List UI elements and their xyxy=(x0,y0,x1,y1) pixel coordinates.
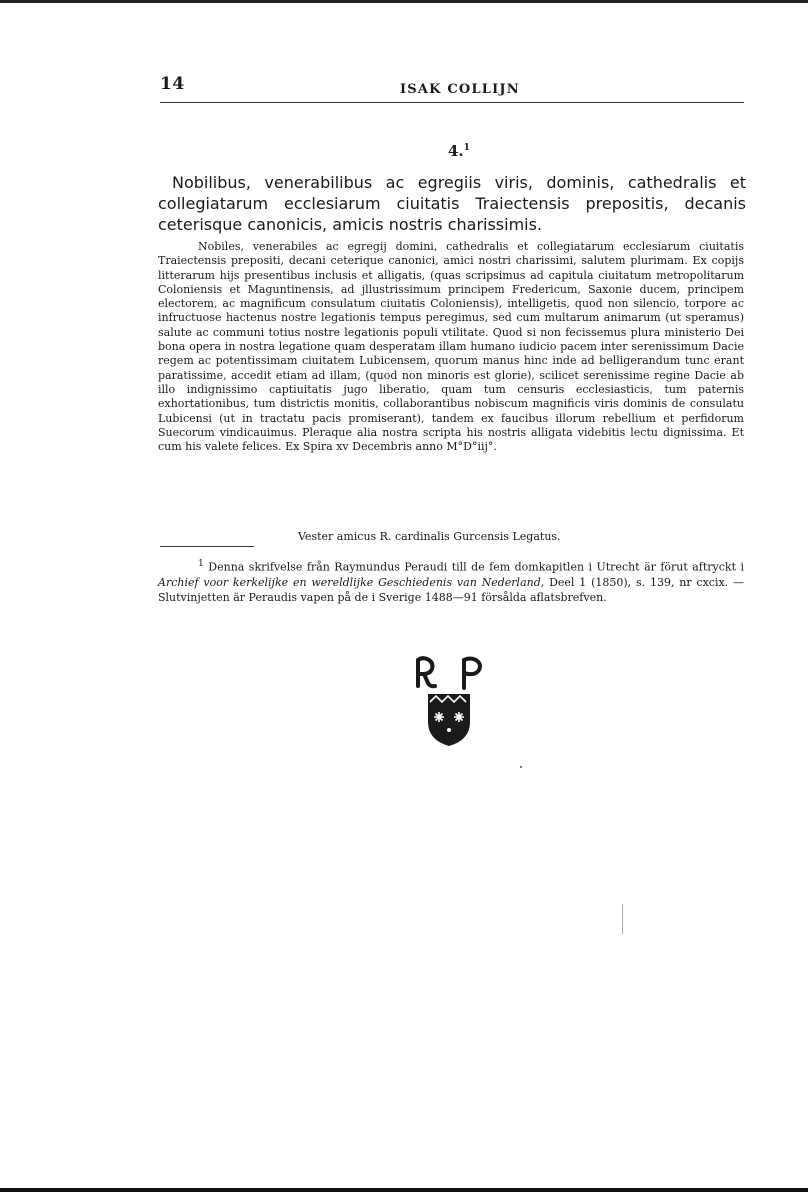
letter-signature: Vester amicus R. cardinalis Gurcensis Legatus. xyxy=(298,530,561,543)
letter-address: Nobilibus, venerabilibus ac egregiis viris, dominis, cathedralis et collegiatarum ecclesiarum ciuitatis Traiectensis prepositis, decanis ceterisque canonicis, amicis nostris charissimis. xyxy=(158,173,746,234)
footnote-italic-title: Archief voor kerkelijke en wereldlijke Geschiedenis van Nederland, xyxy=(158,575,545,589)
footnote-rule xyxy=(160,546,254,547)
running-head: ISAK COLLIJN xyxy=(400,82,520,97)
letter-body: Nobiles, venerabiles ac egregij domini, cathedralis et collegiatarum ecclesiarum ciuitatis Traiectensis prepositi, decani ceterique canonici, amici nostri charissimi, salutem plurimam. Ex copijs litterarum hijs presentibus inclusis et alligatis, (quas scripsimus ad capitula ciuitatum metropolitarum Coloniensis et Maguntinensis, ad jllustrissimum principem Fredericum, Saxonie ducem, principem electorem, ac magnificum consulatum ciuitatis Coloniensis), intelligetis, quod non silencio, torpore ac infructuose hactenus nostre legationis tempus peregimus, sed cum multarum animarum (ut speramus) salute ac communi totius nostre legationis populi vtilitate. Quod si non fecissemus plura ministerio Dei bona opera in nostra legatione quam desperatam illam humano iudicio pacem inter serenissimum Dacie regem ac potentissimam ciuitatem Lubicensem, quorum manus hinc inde ad belligerandum tunc erant paratissime, accedit etiam ad illam, (quod non minoris est glorie), scilicet serenissime regine Dacie ab illo indignissimo captiuitatis jugo liberatio, quam tum censuris ecclesiasticis, tum paternis exhortationibus, tum districtis monitis, collaborantibus nobiscum magnificis viris dominis de consulatu Lubicensi (ut in tractatu pacis promiserant), tandem ex faucibus illorum rebellium et perfidorum Suecorum vindicauimus. Pleraque alia nostra scripta his nostris alligata videbitis lectu dignissima. Et cum his valete felices. Ex Spira xv Decembris anno M°D°iij°. xyxy=(158,240,744,454)
footnote-marker: 1 xyxy=(198,558,204,569)
footnote-text-before: Denna skrifvelse från Raymundus Peraudi till de fem domkapitlen i Utrecht är förut aftryckt i xyxy=(208,560,744,574)
scan-artifact-line xyxy=(622,904,623,934)
letter-number xyxy=(448,142,470,160)
scan-speck xyxy=(520,766,522,768)
header-rule xyxy=(160,102,744,103)
page-number: 14 xyxy=(160,74,185,94)
letter-number-text: 4. xyxy=(448,142,464,160)
scan-top-edge xyxy=(0,0,808,3)
footnote-reference: 1 xyxy=(463,143,470,153)
footnote-text-after: Deel 1 (1850), s. 139, nr cxcix. — Slutvinjetten är Peraudis vapen på de i Sverige 1488—91 försålda aflatsbrefven. xyxy=(158,575,744,604)
peraudi-coat-of-arms-vignette xyxy=(412,656,484,748)
scan-bottom-edge xyxy=(0,1188,808,1192)
footnote xyxy=(158,556,744,605)
